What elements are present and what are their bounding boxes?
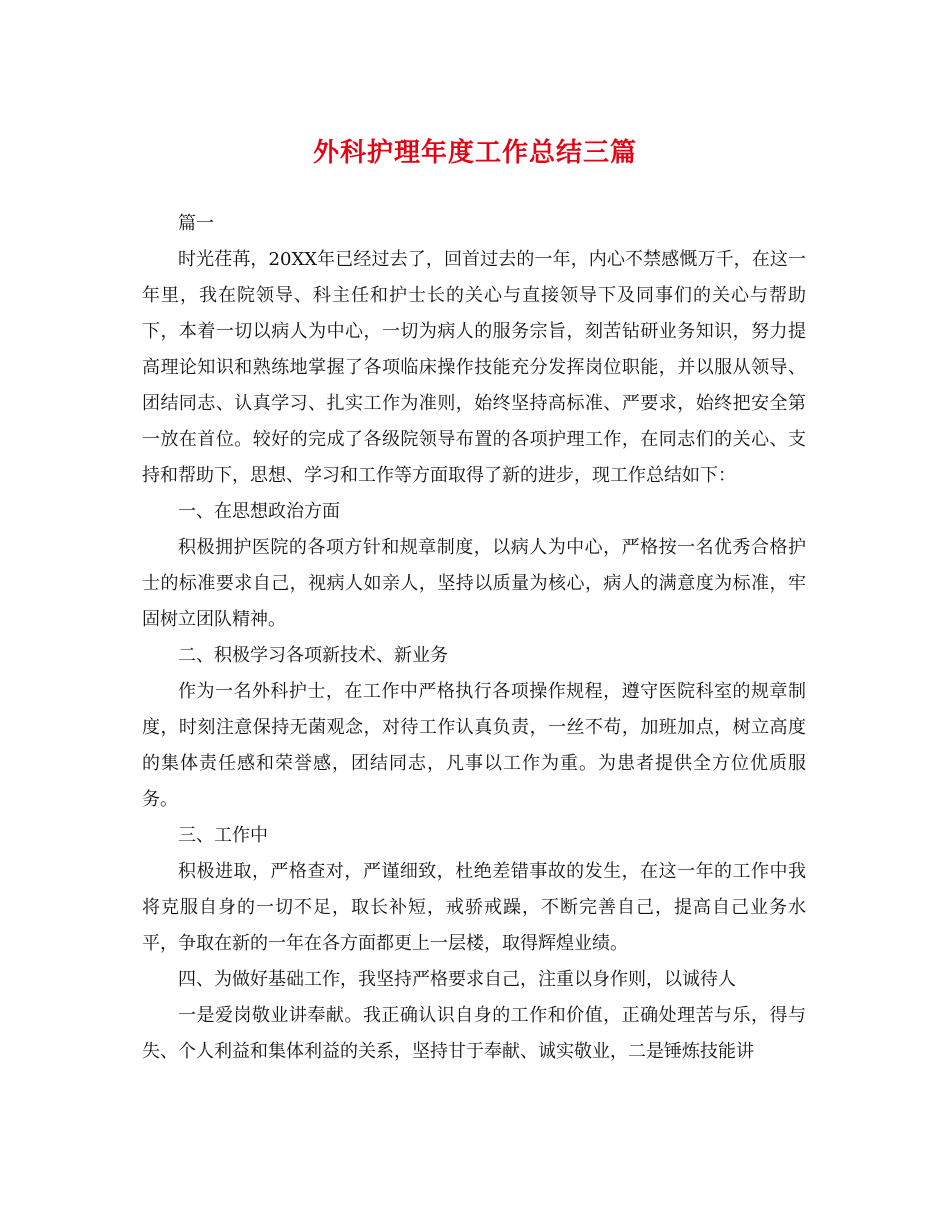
learning-paragraph: 作为一名外科护士，在工作中严格执行各项操作规程，遵守医院科室的规章制度，时刻注意保持无菌观念，对待工作认真负责，一丝不苟，加班加点，树立高度的集体责任感和荣誉感，团结同志，凡事以工作为重。为患者提供全方位优质服务。 — [142, 681, 806, 810]
work-paragraph: 积极进取，严格查对，严谨细致，杜绝差错事故的发生，在这一年的工作中我将克服自身的一切不足，取长补短，戒骄戒躁，不断完善自己，提高自己业务水平，争取在新的一年在各方面都更上一层楼，取得辉煌业绩。 — [142, 861, 806, 954]
section-heading-part-one: 篇一 — [178, 213, 214, 234]
foundation-paragraph: 一是爱岗敬业讲奉献。我正确认识自身的工作和价值，正确处理苦与乐，得与失、个人利益和集体利益的关系，坚持甘于奉献、诚实敬业，二是锤炼技能讲 — [142, 1005, 806, 1062]
political-paragraph: 积极拥护医院的各项方针和规章制度，以病人为中心，严格按一名优秀合格护士的标准要求自己，视病人如亲人，坚持以质量为核心，病人的满意度为标准，牢固树立团队精神。 — [142, 537, 806, 630]
document-body — [142, 206, 806, 1070]
section-heading-foundation: 四、为做好基础工作，我坚持严格要求自己，注重以身作则，以诚待人 — [178, 969, 736, 990]
section-heading-political: 一、在思想政治方面 — [178, 501, 340, 522]
document-title: 外科护理年度工作总结三篇 — [312, 138, 637, 168]
section-heading-work: 三、工作中 — [178, 825, 268, 846]
section-heading-learning: 二、积极学习各项新技术、新业务 — [178, 645, 448, 666]
intro-paragraph: 时光荏苒，20XX年已经过去了，回首过去的一年，内心不禁感慨万千，在这一年里，我在院领导、科主任和护士长的关心与直接领导下及同事们的关心与帮助下，本着一切以病人为中心，一切为病人的服务宗旨，刻苦钻研业务知识，努力提高理论知识和熟练地掌握了各项临床操作技能充分发挥岗位职能，并以服从领导、团结同志、认真学习、扎实工作为准则，始终坚持高标准、严要求，始终把安全第一放在首位。较好的完成了各级院领导布置的各项护理工作，在同志们的关心、支持和帮助下，思想、学习和工作等方面取得了新的进步，现工作总结如下： — [142, 249, 806, 486]
